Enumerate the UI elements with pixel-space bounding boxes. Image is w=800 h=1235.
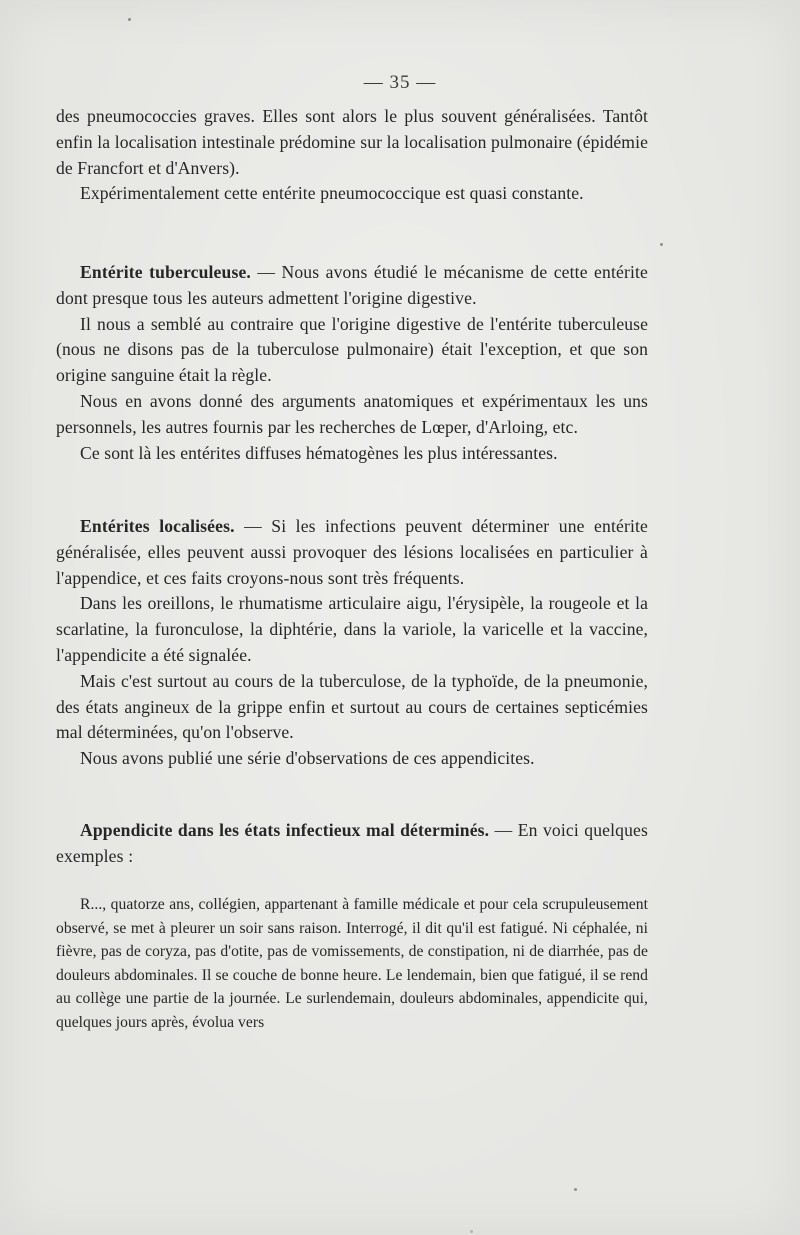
section-appendicite bbox=[56, 818, 648, 870]
print-speck bbox=[470, 1230, 473, 1233]
section-heading-paragraph bbox=[56, 260, 648, 312]
paragraph: Ce sont là les entérites diffuses hématogènes les plus intéressantes. bbox=[80, 442, 558, 463]
observation-paragraph: R..., quatorze ans, collégien, appartenant à famille médicale et pour cela scrupuleusement observé, se met à pleurer un soir sans raison. Interrogé, il dit qu'il est fatigué. Ni céphalée, ni fièvre, pas de coryza, pas d'otite, pas de vomissements, de constipation, ni de diarrhée, pas de douleurs abdominales. Il se couche de bonne heure. Le lendemain, bien que fatigué, il se rend au collège une partie de la journée. Le surlendemain, douleurs abdominales, appendicite qui, quelques jours après, évolua vers bbox=[56, 896, 648, 1031]
print-speck bbox=[128, 18, 131, 21]
paragraph: Nous avons publié une série d'observations de ces appendicites. bbox=[80, 748, 535, 769]
section-heading: Entérite tuberculeuse. bbox=[80, 262, 251, 282]
paragraph: Nous en avons donné des arguments anatomiques et expérimentaux les uns personnels, les autres fournis par les recherches de Lœper, d'Arloing, etc. bbox=[56, 390, 648, 437]
section-heading: Entérites localisées. bbox=[80, 516, 235, 536]
print-speck bbox=[660, 243, 663, 246]
paragraph-text: — Nous avons étudié le mécanisme de cette entérite dont presque tous les auteurs admettent l'origine digestive. bbox=[56, 262, 649, 308]
section-enterite-tuberculeuse bbox=[56, 260, 648, 466]
paragraph: Dans les oreillons, le rhumatisme articulaire aigu, l'érysipèle, la rougeole et la scarlatine, la furonculose, la diphtérie, dans la variole, la varicelle et la vaccine, l'appendicite a été signalée. bbox=[56, 593, 648, 665]
print-speck bbox=[574, 1188, 577, 1191]
paragraph-text: — Si les infections peuvent déterminer une entérite généralisée, elles peuvent aussi provoquer des lésions localisées en particulier à l'appendice, et ces faits croyons-nous sont très fréquents. bbox=[56, 516, 648, 588]
section-pneumococcie bbox=[56, 104, 648, 207]
page-number: — 35 — bbox=[363, 72, 437, 93]
section-heading-paragraph bbox=[56, 818, 648, 870]
section-heading: Appendicite dans les états infectieux mal déterminés. bbox=[80, 820, 490, 840]
paragraph: des pneumococcies graves. Elles sont alors le plus souvent généralisées. Tantôt enfin la localisation intestinale prédomine sur la localisation pulmonaire (épidémie de Francfort et d'Anvers). bbox=[56, 106, 648, 178]
section-enterites-localisees bbox=[56, 514, 648, 772]
paragraph: Expérimentalement cette entérite pneumococcique est quasi constante. bbox=[80, 183, 584, 204]
paragraph: Mais c'est surtout au cours de la tuberculose, de la typhoïde, de la pneumonie, des états angineux de la grippe enfin et surtout au cours de certaines septicémies mal déterminées, qu'on l'observe. bbox=[56, 670, 648, 743]
paragraph: Il nous a semblé au contraire que l'origine digestive de l'entérite tuberculeuse (nous ne disons pas de la tuberculose pulmonaire) était l'exception, et que son origine sanguine était la règle. bbox=[56, 313, 648, 386]
paragraph-text: — En voici quelques exemples : bbox=[56, 820, 648, 866]
observation-case bbox=[56, 893, 648, 1035]
section-heading-paragraph bbox=[56, 514, 648, 591]
